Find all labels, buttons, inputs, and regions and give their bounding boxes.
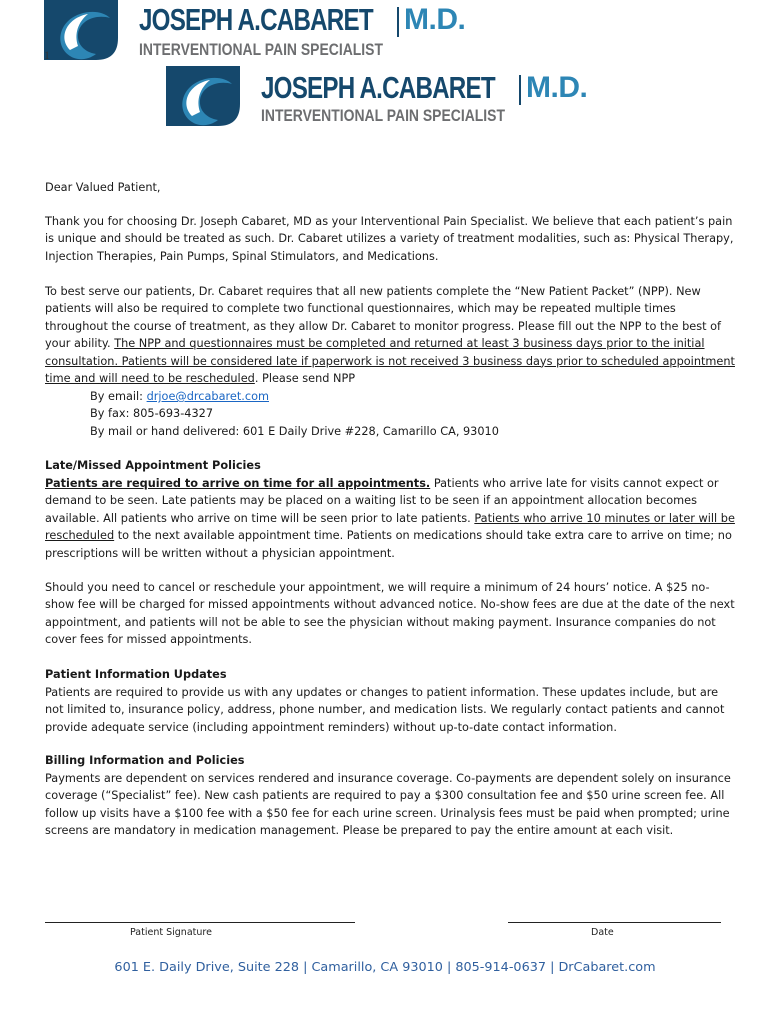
email-label: By email: [90, 390, 147, 403]
greeting: Dear Valued Patient, [45, 181, 161, 194]
patient-info-paragraph: Patients are required to provide us with any updates or changes to patient information. These updates include, but are not limited to, insurance policy, address, phone number, and medication lists. We regularly contact patients and cannot provide adequate service (including appointment reminders) without up-to-date contact information. [45, 686, 725, 734]
late-policy-heading: Late/Missed Appointment Policies [45, 459, 261, 472]
logo-mark-icon [44, 0, 118, 60]
date-line[interactable] [508, 922, 721, 923]
logo-credential: M.D. [404, 3, 466, 36]
logo-credential: M.D. [526, 71, 588, 104]
date-label: Date [591, 927, 614, 938]
patient-signature-label: Patient Signature [130, 927, 212, 938]
footer-contact: 601 E. Daily Drive, Suite 228 | Camarillo, CA 93010 | 805-914-0637 | DrCabaret.com [114, 960, 656, 975]
reschedule-notice: Patients who arrive 10 minutes or later will be rescheduled [45, 511, 735, 543]
npp-deadline-notice: The NPP and questionnaires must be completed and returned at least 3 business days prior to the initial consultation. Patients will be considered late if paperwork is not received 3 business days prior to scheduled appointment time and will need to be rescheduled [45, 337, 735, 386]
email-link[interactable]: drjoe@drcabaret.com [146, 390, 269, 403]
logo-divider [397, 7, 399, 37]
contact-mail: By mail or hand delivered: 601 E Daily Drive #228, Camarillo CA, 93010 [90, 425, 499, 438]
cancel-policy-paragraph: Should you need to cancel or reschedule your appointment, we will require a minimum of 24 hours’ notice. A $25 no-show fee will be charged for missed appointments without advanced notice. No-show fees are due at the date of the next appointment, and patients will not be able to see the physician without making payment. Insurance companies do not cover fees for missed appointments. [45, 581, 735, 647]
npp-paragraph [45, 283, 735, 387]
late-policy-paragraph [45, 475, 735, 562]
patient-info-heading: Patient Information Updates [45, 668, 227, 681]
logo-subtitle: INTERVENTIONAL PAIN SPECIALIST [139, 40, 383, 59]
npp-send-text: . Please send NPP [254, 372, 356, 386]
logo-divider [519, 75, 521, 105]
contact-email [90, 388, 269, 405]
logo-name: JOSEPH A.CABARET [261, 70, 495, 105]
billing-paragraph: Payments are dependent on services rendered and insurance coverage. Co-payments are dependent solely on insurance coverage (“Specialist” fee). New cash patients are required to pay a $300 consultation fee and $50 urine screen fee. All follow up visits have a $100 fee with a $50 fee for each urine screen. Urinalysis fees must be paid when prompted; urine screens are mandatory in medication management. Please be prepared to pay the entire amount at each visit. [45, 772, 731, 838]
intro-paragraph: Thank you for choosing Dr. Joseph Cabaret, MD as your Interventional Pain Specialist. We believe that each patient’s pain is unique and should be treated as such. Dr. Cabaret utilizes a variety of treatment modalities, such as: Physical Therapy, Injection Therapies, Pain Pumps, Spinal Stimulators, and Medications. [45, 215, 734, 263]
logo-mark-icon [166, 66, 240, 126]
npp-text: To best serve our patients, Dr. Cabaret requires that all new patients complete the “New Patient Packet” (NPP). New patients will also be required to complete two functional questionnaires, which may be repeated multiple times throughout the course of treatment, as they allow Dr. Cabaret to monitor progress. Please fill out the NPP to the best of your ability. [45, 285, 721, 351]
page-number: 1 [44, 48, 50, 62]
patient-signature-line[interactable] [45, 922, 355, 923]
billing-heading: Billing Information and Policies [45, 754, 245, 767]
header-logo [166, 66, 586, 128]
logo-subtitle: INTERVENTIONAL PAIN SPECIALIST [261, 106, 505, 125]
late-policy-text-2: to the next available appointment time. Patients on medications should take extra care to arrive on time; no prescriptions will be written without a physician appointment. [45, 529, 732, 560]
arrive-on-time-notice: Patients are required to arrive on time for all appointments. [45, 477, 431, 490]
logo-name: JOSEPH A.CABARET [139, 2, 373, 37]
header-logo-top [44, 0, 464, 62]
contact-fax: By fax: 805-693-4327 [90, 407, 214, 420]
late-policy-text-1: Patients who arrive late for visits cannot expect or demand to be seen. Late patients may be placed on a waiting list to be seen if an appointment allocation becomes available. All patients who arrive on time will be seen prior to late patients. [45, 477, 719, 525]
